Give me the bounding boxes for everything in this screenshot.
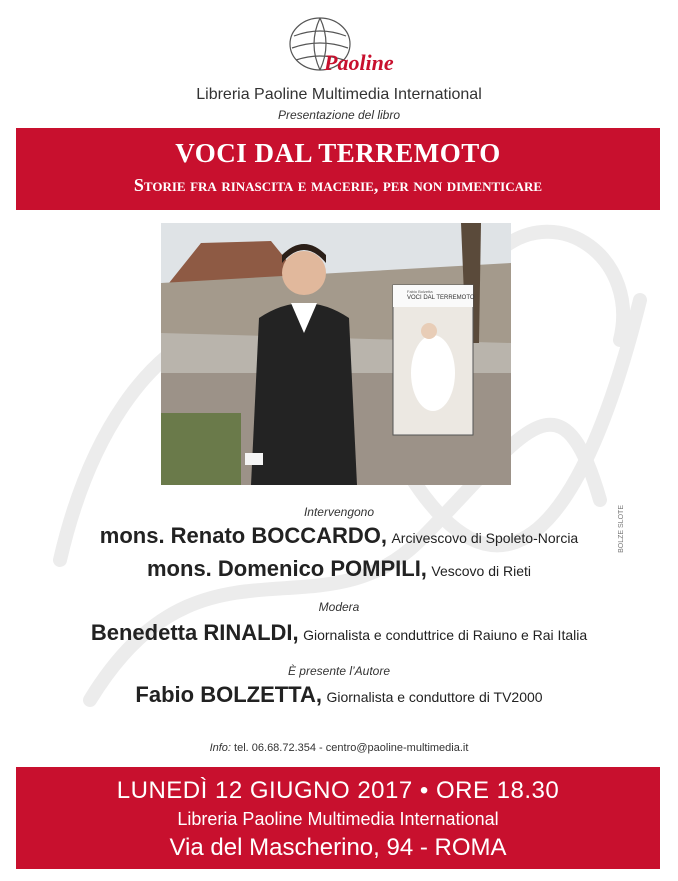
event-datetime: LUNEDÌ 12 GIUGNO 2017 • ORE 18.30 bbox=[116, 777, 560, 804]
presentation-label: Presentazione del libro bbox=[277, 108, 401, 122]
svg-text:Fabio Bolzetta: Fabio Bolzetta bbox=[407, 289, 433, 294]
book-subtitle: Storie fra rinascita e macerie, per non dimenticare bbox=[133, 175, 543, 195]
title-banner bbox=[16, 128, 660, 210]
event-venue: Libreria Paoline Multimedia International bbox=[177, 809, 499, 829]
svg-text:VOCI DAL TERREMOTO: VOCI DAL TERREMOTO bbox=[407, 295, 475, 301]
speaker-row bbox=[0, 523, 678, 549]
info-text: tel. 06.68.72.354 - centro@paoline-multimedia.it bbox=[234, 742, 469, 754]
author-role: Giornalista e conduttore di TV2000 bbox=[326, 689, 543, 705]
contact-info bbox=[0, 742, 678, 754]
speaker-name: mons. Renato BOCCARDO, bbox=[99, 523, 388, 548]
author-row bbox=[0, 682, 678, 708]
moderator-row bbox=[0, 620, 678, 646]
book-title: VOCI DAL TERREMOTO bbox=[175, 138, 501, 168]
speaker-role: Vescovo di Rieti bbox=[431, 563, 531, 579]
vertical-credit: BOLZE SLOTE bbox=[618, 505, 625, 553]
author-name: Fabio BOLZETTA, bbox=[135, 682, 322, 707]
org-name: Libreria Paoline Multimedia International bbox=[196, 86, 482, 103]
svg-text:Paoline: Paoline bbox=[324, 50, 394, 75]
cover-photo bbox=[161, 223, 511, 485]
speaker-name: mons. Domenico POMPILI, bbox=[147, 556, 427, 581]
moderator-role: Giornalista e conduttrice di Raiuno e Rai Italia bbox=[303, 627, 588, 643]
author-label: È presente l’Autore bbox=[287, 664, 391, 678]
moderator-name: Benedetta RINALDI, bbox=[90, 620, 299, 645]
event-banner bbox=[16, 767, 660, 869]
event-address: Via del Mascherino, 94 - ROMA bbox=[169, 834, 507, 861]
logo bbox=[286, 14, 394, 84]
speaker-row bbox=[0, 556, 678, 582]
intervengono-label: Intervengono bbox=[303, 505, 375, 519]
info-label: Info: bbox=[209, 742, 231, 754]
speaker-role: Arcivescovo di Spoleto-Norcia bbox=[391, 530, 579, 546]
paoline-logo-icon bbox=[286, 14, 394, 84]
modera-label: Modera bbox=[318, 600, 360, 614]
